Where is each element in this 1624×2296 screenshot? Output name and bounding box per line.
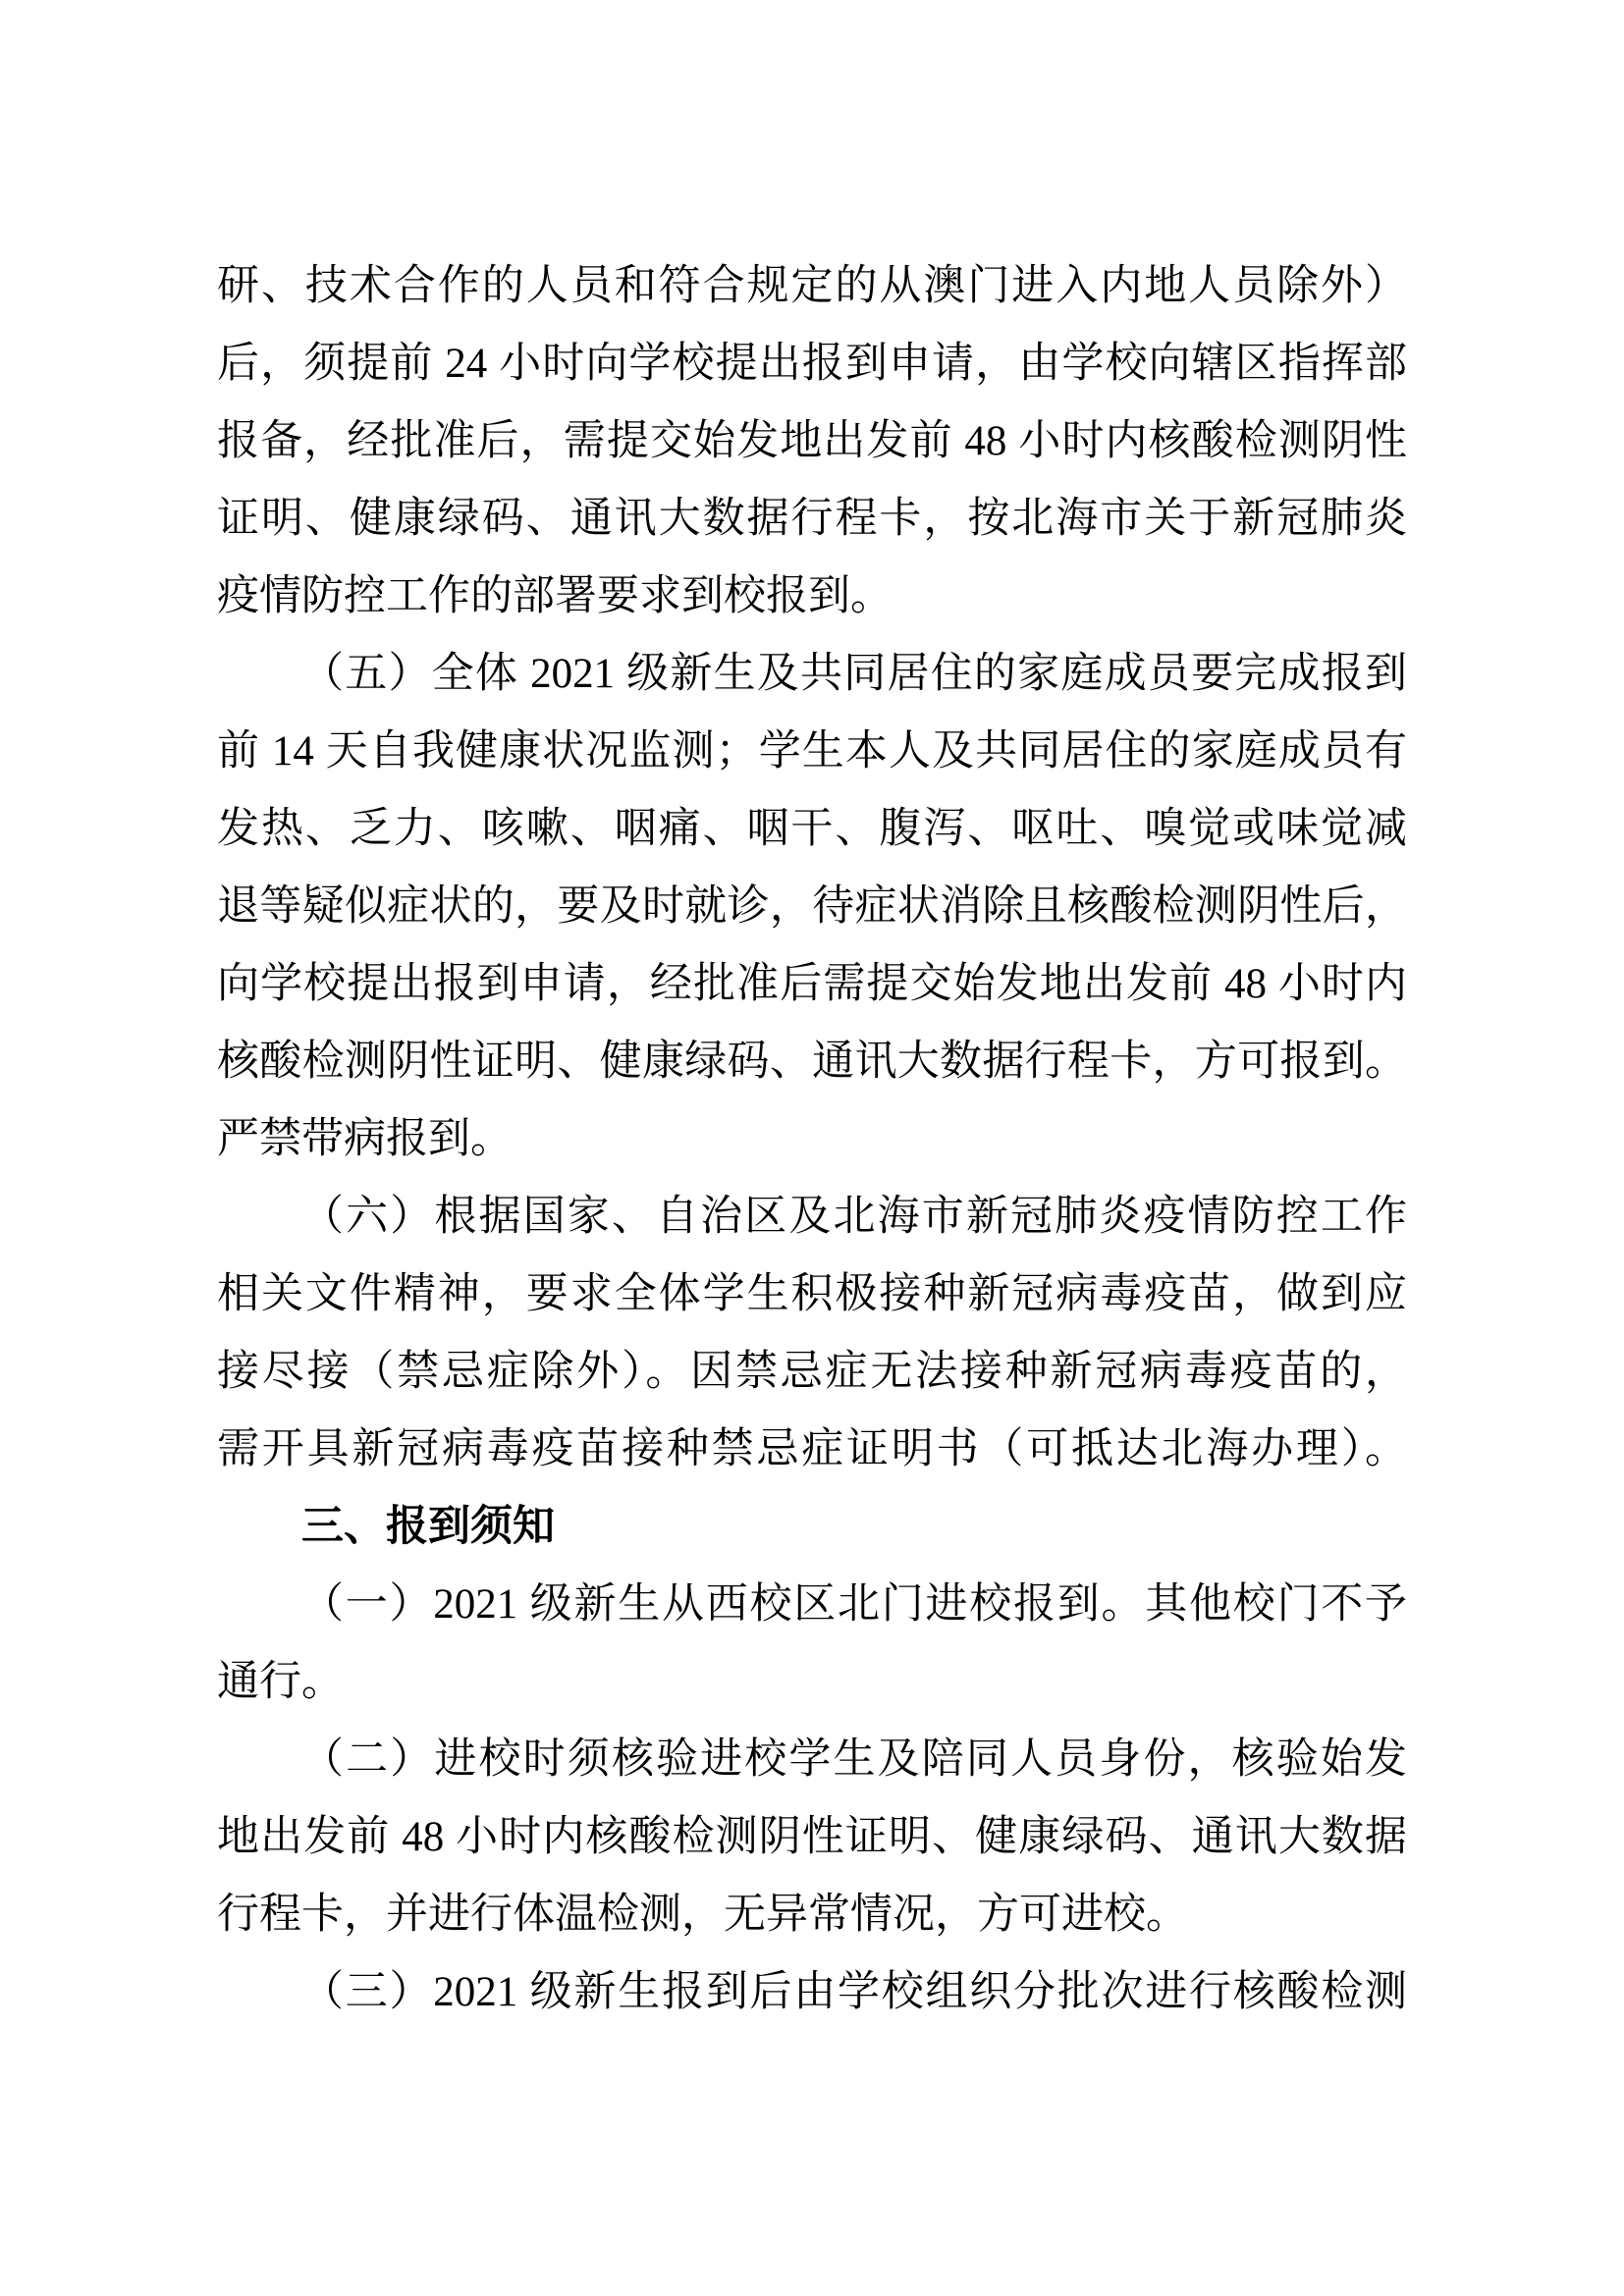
text-line: 证明、健康绿码、通讯大数据行程卡，按北海市关于新冠肺炎 [217,496,1407,542]
text-line: 地出发前 48 小时内核酸检测阴性证明、健康绿码、通讯大数据 [217,1814,1407,1860]
text-line: 接尽接（禁忌症除外）。因禁忌症无法接种新冠病毒疫苗的， [217,1349,1407,1395]
text-line: 研、技术合作的人员和符合规定的从澳门进入内地人员除外） [217,263,1407,309]
text-line-paragraph-start: （二）进校时须核验进校学生及陪同人员身份，核验始发 [301,1736,1407,1783]
text-line: 核酸检测阴性证明、健康绿码、通讯大数据行程卡，方可报到。 [217,1039,1407,1085]
text-line-paragraph-start: （三）2021 级新生报到后由学校组织分批次进行核酸检测 [301,1969,1407,2015]
text-line: 通行。 [217,1659,344,1705]
text-line-paragraph-start: （五）全体 2021 级新生及共同居住的家庭成员要完成报到 [301,651,1407,697]
text-line-paragraph-start: （一）2021 级新生从西校区北门进校报到。其他校门不予 [301,1581,1407,1628]
section-heading: 三、报到须知 [301,1503,555,1550]
text-line: 报备，经批准后，需提交始发地出发前 48 小时内核酸检测阴性 [217,418,1407,464]
text-line-paragraph-start: （六）根据国家、自治区及北海市新冠肺炎疫情防控工作 [301,1194,1407,1240]
document-content [217,247,1407,2031]
text-line: 行程卡，并进行体温检测，无异常情况，方可进校。 [217,1892,1188,1938]
text-line: 发热、乏力、咳嗽、咽痛、咽干、腹泻、呕吐、嗅觉或味觉减 [217,806,1407,852]
text-line: 疫情防控工作的部署要求到校报到。 [217,573,893,619]
text-line: 向学校提出报到申请，经批准后需提交始发地出发前 48 小时内 [217,961,1407,1007]
text-line: 退等疑似症状的，要及时就诊，待症状消除且核酸检测阴性后， [217,883,1407,930]
text-line: 需开具新冠病毒疫苗接种禁忌症证明书（可抵达北海办理）。 [217,1426,1407,1472]
text-line: 后，须提前 24 小时向学校提出报到申请，由学校向辖区指挥部 [217,341,1407,387]
text-line: 严禁带病报到。 [217,1116,513,1162]
text-line: 相关文件精神，要求全体学生积极接种新冠病毒疫苗，做到应 [217,1271,1407,1317]
text-line: 前 14 天自我健康状况监测；学生本人及共同居住的家庭成员有 [217,728,1407,774]
